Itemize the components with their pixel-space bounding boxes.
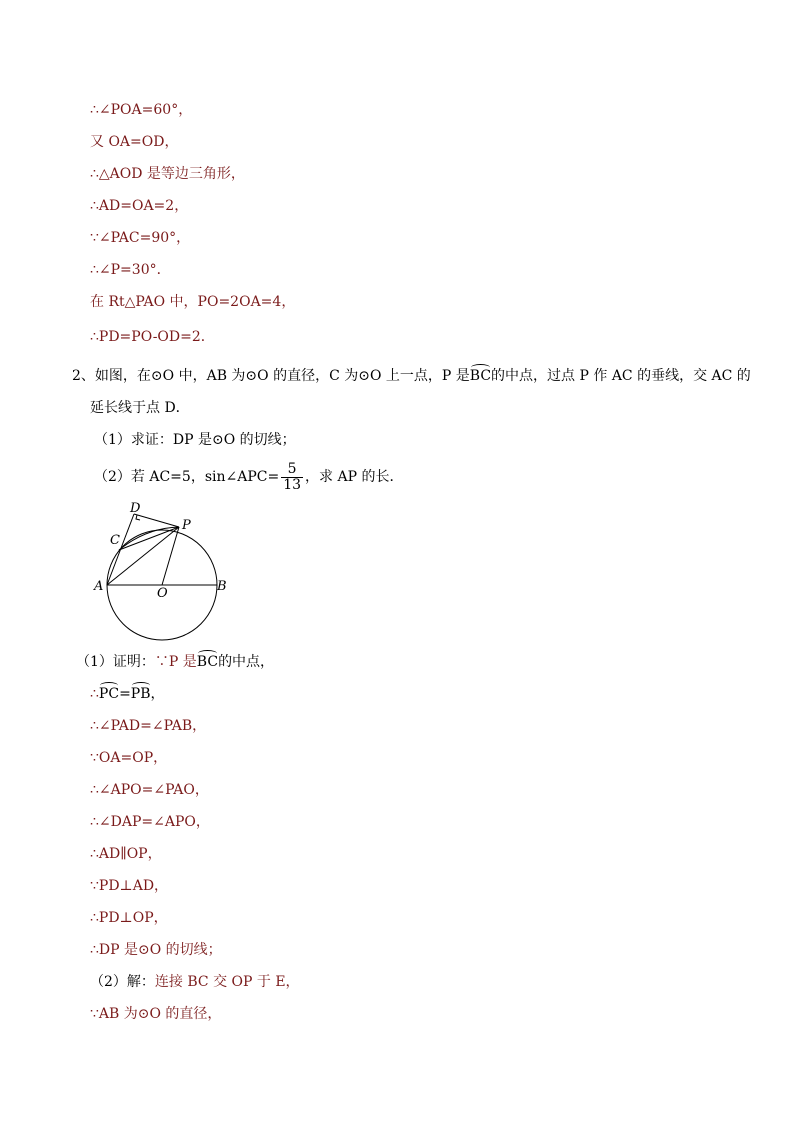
part-2-head — [90, 973, 300, 991]
arc-bc: BC — [196, 654, 219, 670]
label-o: O — [157, 586, 168, 601]
fraction — [281, 462, 303, 493]
punctuation: ， — [150, 686, 165, 702]
solution-line: ∴∠POA=60°， — [90, 102, 193, 118]
line-dp — [134, 514, 179, 527]
question-stem-part-a: 如图，在⊙O 中，AB 为⊙O 的直径，C 为⊙O 上一点，P 是 — [94, 368, 470, 384]
question-part-2-a: （2）若 AC=5，sin∠APC= — [94, 469, 280, 485]
arc-equality — [90, 685, 165, 703]
label-d: D — [130, 501, 141, 516]
therefore-symbol: ∴ — [90, 686, 99, 702]
label-a: A — [94, 579, 104, 594]
label-p: P — [182, 518, 191, 533]
solution-line: ∴AD=OA=2， — [90, 198, 189, 214]
solution-line: ∴∠APO=∠PAO， — [90, 782, 209, 798]
arc-bc: BC — [469, 368, 492, 384]
fraction-numerator: 5 — [281, 462, 303, 478]
arc-pb: PB — [130, 686, 151, 702]
solution-line: 又 OA=OD， — [90, 134, 179, 150]
solution-line: ∴∠P=30°． — [90, 262, 171, 278]
question-stem-part-b: 的中点，过点 P 作 AC 的垂线，交 AC 的 — [491, 368, 751, 384]
question-stem-line2: 延长线于点 D． — [90, 400, 190, 416]
proof-head-label: （1）证明： — [76, 654, 155, 670]
proof-head — [76, 653, 274, 671]
part-2-label: （2）解： — [90, 974, 155, 990]
solution-line: ∵PD⊥AD， — [90, 878, 169, 894]
solution-line: ∵OA=OP， — [90, 750, 168, 766]
label-b: B — [217, 579, 227, 594]
solution-line: ∴PD=PO-OD=2． — [90, 329, 215, 345]
line-op — [162, 527, 179, 585]
solution-line: ∵AB 为⊙O 的直径， — [90, 1006, 222, 1022]
solution-line: ∴AD∥OP， — [90, 846, 162, 862]
fraction-denominator: 13 — [283, 476, 302, 493]
arc-pc: PC — [98, 686, 120, 702]
solution-line: ∴△AOD 是等边三角形， — [90, 166, 245, 182]
proof-head-text: ∵P 是 — [154, 654, 197, 670]
question-part-2 — [94, 460, 403, 494]
geometry-figure — [88, 498, 248, 648]
solution-line: ∵∠PAC=90°， — [90, 230, 191, 246]
part-2-text: 连接 BC 交 OP 于 E， — [154, 974, 300, 990]
solution-line: ∴∠DAP=∠APO， — [90, 814, 210, 830]
question-part-2-b: ，求 AP 的长． — [305, 469, 404, 485]
equals-sign: = — [119, 686, 131, 702]
question-number: 2、 — [72, 368, 95, 384]
solution-line: ∴DP 是⊙O 的切线； — [90, 942, 222, 958]
proof-head-tail: 的中点， — [218, 654, 275, 670]
question-stem — [72, 367, 751, 385]
solution-line: ∴∠PAD=∠PAB， — [90, 718, 207, 734]
solution-line: 在 Rt△PAO 中，PO=2OA=4， — [90, 294, 296, 310]
question-part-1: （1）求证：DP 是⊙O 的切线； — [94, 432, 296, 448]
label-c: C — [110, 533, 120, 548]
solution-line: ∴PD⊥OP， — [90, 910, 168, 926]
